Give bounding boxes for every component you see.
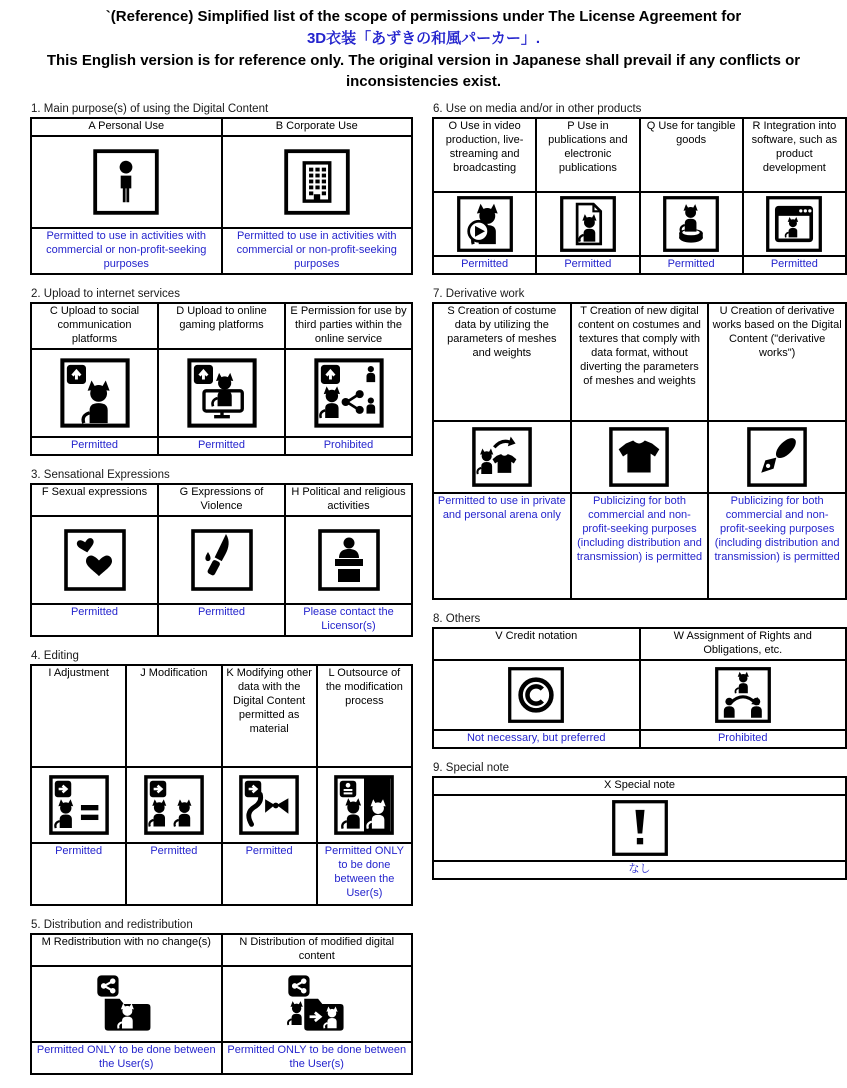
- cell-t-icon-cell: [571, 421, 709, 493]
- cell-p-icon-cell: [536, 192, 639, 256]
- cell-q-icon-cell: [640, 192, 743, 256]
- section-8: [432, 613, 847, 749]
- cell-f-status: Permitted: [31, 604, 158, 636]
- cell-b-header: B Corporate Use: [222, 118, 413, 136]
- section-6: [432, 103, 847, 275]
- section-3: [30, 469, 413, 637]
- cell-m-status: Permitted ONLY to be done between the User(s): [31, 1042, 222, 1074]
- cell-h-status: Please contact the Licensor(s): [285, 604, 412, 636]
- cell-g-icon-cell: [158, 516, 285, 604]
- cell-o-status: Permitted: [433, 256, 536, 274]
- cell-o-header: O Use in video production, live-streaming and broadcasting: [433, 118, 536, 192]
- cell-i-header: I Adjustment: [31, 665, 126, 767]
- section-9-table: [432, 776, 847, 880]
- cell-c-icon-cell: [31, 349, 158, 437]
- cell-x-status: なし: [433, 861, 846, 879]
- exclamation-icon: [437, 799, 842, 857]
- cell-j-header: J Modification: [126, 665, 221, 767]
- cell-k-status: Permitted: [222, 843, 317, 905]
- section-5-table: [30, 933, 413, 1075]
- cell-p-header: P Use in publications and electronic publications: [536, 118, 639, 192]
- section-7: [432, 288, 847, 600]
- section-2: [30, 288, 413, 456]
- adjustment-icon: [35, 774, 122, 836]
- section-4-table: [30, 664, 413, 906]
- cell-h-icon-cell: [285, 516, 412, 604]
- costume-transform-icon: [437, 426, 567, 488]
- cell-a-header: A Personal Use: [31, 118, 222, 136]
- cell-w-status: Prohibited: [640, 730, 847, 748]
- cell-l-icon-cell: [317, 767, 412, 843]
- cell-d-icon-cell: [158, 349, 285, 437]
- cell-v-status: Not necessary, but preferred: [433, 730, 640, 748]
- cell-c-header: C Upload to social communication platforms: [31, 303, 158, 349]
- cell-t-status: Publicizing for both commercial and non-profit-seeking purposes (including distribution and transmission) is permitted: [571, 493, 709, 599]
- cell-m-header: M Redistribution with no change(s): [31, 934, 222, 966]
- cell-r-header: R Integration into software, such as product development: [743, 118, 846, 192]
- left-column: [30, 103, 413, 1088]
- cell-n-status: Permitted ONLY to be done between the User(s): [222, 1042, 413, 1074]
- cell-u-status: Publicizing for both commercial and non-profit-seeking purposes (including distribution and transmission) is permitted: [708, 493, 846, 599]
- cell-m-icon-cell: [31, 966, 222, 1042]
- cell-a-status: Permitted to use in activities with commercial or non-profit-seeking purposes: [31, 228, 222, 274]
- cell-d-status: Permitted: [158, 437, 285, 455]
- cell-u-icon-cell: [708, 421, 846, 493]
- section-5: [30, 919, 413, 1075]
- section-6-title: 6. Use on media and/or in other products: [433, 103, 642, 115]
- section-1-title: 1. Main purpose(s) of using the Digital Content: [31, 103, 269, 115]
- cell-p-status: Permitted: [536, 256, 639, 274]
- section-6-table: [432, 117, 847, 275]
- knife-icon: [162, 528, 281, 592]
- modification-icon: [130, 774, 217, 836]
- section-4: [30, 650, 413, 906]
- cell-i-icon-cell: [31, 767, 126, 843]
- cell-a-icon-cell: [31, 136, 222, 228]
- upload-gaming-icon: [162, 357, 281, 429]
- pen-icon: [712, 426, 842, 488]
- cell-q-status: Permitted: [640, 256, 743, 274]
- cell-e-header: E Permission for use by third parties within the online service: [285, 303, 412, 349]
- hearts-icon: [35, 528, 154, 592]
- title-product-name: 3D衣装「あずきの和風パーカー」.: [306, 29, 541, 47]
- cell-v-header: V Credit notation: [433, 628, 640, 660]
- cell-f-icon-cell: [31, 516, 158, 604]
- assignment-icon: [644, 666, 843, 724]
- cell-t-header: T Creation of new digital content on costumes and textures that comply with data format, without diverting the parameters of meshes and weights: [571, 303, 709, 421]
- cell-e-status: Prohibited: [285, 437, 412, 455]
- section-2-title: 2. Upload to internet services: [31, 288, 180, 300]
- cell-g-status: Permitted: [158, 604, 285, 636]
- section-7-table: [432, 302, 847, 600]
- cell-b-status: Permitted to use in activities with commercial or non-profit-seeking purposes: [222, 228, 413, 274]
- section-4-title: 4. Editing: [31, 649, 79, 662]
- cell-s-header: S Creation of costume data by utilizing the parameters of meshes and weights: [433, 303, 571, 421]
- cell-d-header: D Upload to online gaming platforms: [158, 303, 285, 349]
- section-9-title: 9. Special note: [433, 761, 510, 774]
- cell-f-header: F Sexual expressions: [31, 484, 158, 516]
- title-line-1: `(Reference) Simplified list of the scope of permissions under The License Agreement for: [105, 8, 742, 25]
- cell-k-icon-cell: [222, 767, 317, 843]
- cell-g-header: G Expressions of Violence: [158, 484, 285, 516]
- cell-j-status: Permitted: [126, 843, 221, 905]
- bow-icon: [226, 774, 313, 836]
- cell-j-icon-cell: [126, 767, 221, 843]
- right-column: [432, 103, 847, 893]
- cell-r-icon-cell: [743, 192, 846, 256]
- cell-r-status: Permitted: [743, 256, 846, 274]
- document-title: [0, 0, 847, 93]
- building-icon: [226, 148, 409, 216]
- folder-share-icon: [35, 970, 218, 1038]
- cell-u-header: U Creation of derivative works based on the Digital Content ("derivative works"): [708, 303, 846, 421]
- video-play-icon: [437, 195, 532, 253]
- section-3-title: 3. Sensational Expressions: [31, 469, 170, 481]
- section-2-table: [30, 302, 413, 456]
- cell-l-header: L Outsource of the modification process: [317, 665, 412, 767]
- cell-k-header: K Modifying other data with the Digital Content permitted as material: [222, 665, 317, 767]
- cell-x-icon-cell: [433, 795, 846, 861]
- cell-o-icon-cell: [433, 192, 536, 256]
- cell-l-status: Permitted ONLY to be done between the User(s): [317, 843, 412, 905]
- upload-social-icon: [35, 357, 154, 429]
- cell-n-icon-cell: [222, 966, 413, 1042]
- person-icon: [35, 148, 218, 216]
- cell-v-icon-cell: [433, 660, 640, 730]
- publication-icon: [540, 195, 635, 253]
- costume-icon: [575, 426, 705, 488]
- section-3-table: [30, 483, 413, 637]
- cell-b-icon-cell: [222, 136, 413, 228]
- section-5-title: 5. Distribution and redistribution: [31, 918, 193, 931]
- cell-w-header: W Assignment of Rights and Obligations, etc.: [640, 628, 847, 660]
- cell-n-header: N Distribution of modified digital content: [222, 934, 413, 966]
- section-8-table: [432, 627, 847, 749]
- copyright-icon: [437, 666, 636, 724]
- folder-modified-icon: [226, 970, 409, 1038]
- cell-h-header: H Political and religious activities: [285, 484, 412, 516]
- cell-s-icon-cell: [433, 421, 571, 493]
- cell-e-icon-cell: [285, 349, 412, 437]
- section-9: [432, 762, 847, 880]
- software-window-icon: [747, 195, 842, 253]
- section-7-title: 7. Derivative work: [433, 287, 525, 300]
- cell-x-header: X Special note: [433, 777, 846, 795]
- section-1: [30, 103, 413, 275]
- section-1-table: [30, 117, 413, 275]
- figurine-icon: [644, 195, 739, 253]
- podium-icon: [289, 528, 408, 592]
- cell-s-status: Permitted to use in private and personal arena only: [433, 493, 571, 599]
- outsource-icon: [321, 774, 408, 836]
- upload-thirdparty-icon: [289, 357, 408, 429]
- cell-w-icon-cell: [640, 660, 847, 730]
- section-8-title: 8. Others: [433, 612, 481, 625]
- title-disclaimer: This English version is for reference only. The original version in Japanese shall prevail if any conflicts or inconsistencies exist.: [46, 51, 801, 91]
- cell-c-status: Permitted: [31, 437, 158, 455]
- cell-q-header: Q Use for tangible goods: [640, 118, 743, 192]
- cell-i-status: Permitted: [31, 843, 126, 905]
